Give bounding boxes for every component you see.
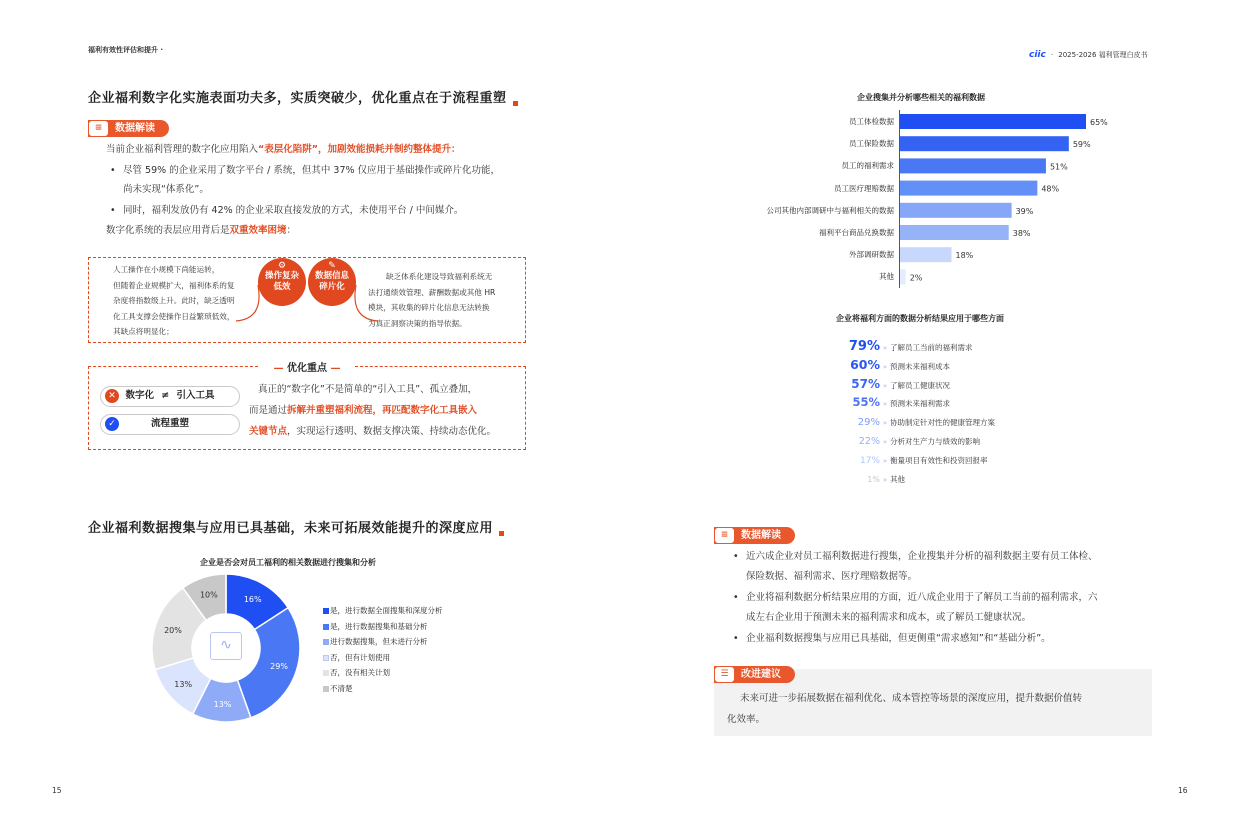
dilemma-left-line: 杂度将指数级上升。此时，缺乏透明 xyxy=(113,296,235,305)
usage-label: 其他 xyxy=(890,474,905,484)
header-separator: · xyxy=(1050,51,1054,59)
legend-swatch xyxy=(323,608,329,614)
bullet-dot: • xyxy=(733,551,739,562)
dilemma-right-line: 法打通绩效管理、薪酬数据或其他 HR xyxy=(368,287,496,297)
suggestion-line-1: 未来可进一步拓展数据在福利优化、成本管控等场景的深度应用，提升数据价值转 xyxy=(740,693,1083,704)
section2-title-text: 企业福利数据搜集与应用已具基础，未来可拓展效能提升的深度应用 xyxy=(88,521,494,536)
usage-row xyxy=(842,410,995,429)
chart-icon: ∿ xyxy=(210,632,242,660)
edit-icon: ✎ xyxy=(328,261,336,271)
bar xyxy=(900,136,1069,151)
bar xyxy=(900,203,1012,218)
focus-line-3-b: ，实现运行透明、数据支撑决策、持续动态优化。 xyxy=(287,426,497,437)
legend-label: 是，进行数据搜集和基础分析 xyxy=(330,621,428,631)
bar-category-label: 员工医疗理赔数据 xyxy=(834,183,894,193)
circle-1-line-2: 低效 xyxy=(273,282,291,292)
section2-title xyxy=(88,517,504,536)
bar-value-label: 51% xyxy=(1049,162,1068,172)
donut-slice-label: 13% xyxy=(174,680,193,690)
usage-row xyxy=(842,467,905,483)
title-dot xyxy=(499,531,504,536)
right-bullet-1-line-2: 保险数据、福利需求、医疗理赔数据等。 xyxy=(746,571,918,582)
focus-line-3-highlight: 关键节点 xyxy=(249,426,288,437)
bullet-dot: • xyxy=(110,165,116,176)
bar-value-label: 18% xyxy=(955,251,974,261)
right-running-header xyxy=(1029,42,1148,61)
ciic-logo: ciic xyxy=(1029,50,1046,60)
usage-percent: 1% xyxy=(867,474,880,484)
usage-percent: 17% xyxy=(859,455,880,466)
usage-row xyxy=(842,391,950,410)
conclusion-prefix: 数字化系统的表层应用背后是 xyxy=(106,225,230,236)
usage-label: 了解员工当前的福利需求 xyxy=(890,343,973,352)
bar-chart-title: 企业搜集并分析哪些相关的福利数据 xyxy=(857,93,985,102)
dilemma-right-line: 模块，其收集的碎片化信息无法转换 xyxy=(368,303,490,312)
usage-row xyxy=(842,354,950,370)
dash-decor: — xyxy=(330,363,341,374)
focus-line-2-a: 而是通过 xyxy=(249,405,288,416)
chevron-right-icon: » xyxy=(882,381,888,390)
left-running-header: 福利有效性评估和提升 · xyxy=(88,46,164,54)
usage-row xyxy=(842,373,950,389)
dilemma-left-text xyxy=(95,262,260,340)
right-bullet-1 xyxy=(733,547,1098,566)
bar-value-label: 48% xyxy=(1041,184,1060,194)
pill-2-label: 流程重塑 xyxy=(150,418,189,429)
dilemma-right-line: 为真正洞察决策的指导依据。 xyxy=(368,318,467,328)
bar xyxy=(900,225,1009,240)
usage-label: 预测未来福利成本 xyxy=(890,361,950,371)
legend-label: 否，但有计划使用 xyxy=(330,652,390,662)
bar xyxy=(900,181,1037,196)
bullet-dot: • xyxy=(733,592,739,603)
focus-line-1: 真正的“数字化”不是简单的“引入工具”、孤立叠加， xyxy=(258,384,478,395)
right-bullet-3-text: 企业福利数据搜集与应用已具基础，但更侧重“需求感知”和“基础分析”。 xyxy=(746,633,1051,644)
chevron-right-icon: » xyxy=(882,438,888,446)
bar-category-label: 公司其他内部调研中与福利相关的数据 xyxy=(766,205,894,215)
intro-paragraph xyxy=(106,140,461,159)
chevron-right-icon: » xyxy=(882,419,888,428)
bullet-2-text: 同时，福利发放仍有 42% 的企业采取直接发放的方式，未使用平台 / 中间媒介。 xyxy=(123,205,464,216)
legend-label: 是，进行数据全面搜集和深度分析 xyxy=(330,606,443,615)
dilemma-right-text xyxy=(368,269,524,331)
dilemma-left-line: 其缺点将明显化； xyxy=(113,327,174,336)
document-icon: ≡ xyxy=(88,120,109,137)
bar-value-label: 65% xyxy=(1090,118,1108,127)
badge-3-label: 改进建议 xyxy=(741,669,781,680)
intro-highlight: “表层化陷阱”，加剧效能损耗并制约整体提升： xyxy=(258,144,461,155)
legend-item xyxy=(323,621,428,632)
usage-row xyxy=(842,448,988,464)
legend-item xyxy=(323,605,443,616)
bar xyxy=(900,114,1086,129)
donut-slice-label: 16% xyxy=(243,594,262,604)
bullet-dot: • xyxy=(733,633,739,644)
focus-box-top-left xyxy=(88,366,258,367)
circle-2-line-1: 数据信息 xyxy=(314,271,349,281)
badge-1-label: 数据解读 xyxy=(115,123,155,134)
page-number-left: 15 xyxy=(52,786,62,795)
bullet-1 xyxy=(110,161,500,180)
section1-title-text: 企业福利数字化实施表面功夫多，实质突破少，优化重点在于流程重塑 xyxy=(88,91,507,106)
bar-value-label: 39% xyxy=(1015,206,1034,216)
legend-swatch xyxy=(323,639,329,645)
usage-percent: 55% xyxy=(852,395,880,410)
pill-1-operator: ≠ xyxy=(161,390,170,401)
right-bullet-2 xyxy=(733,588,1098,607)
donut-slice-label: 10% xyxy=(199,590,218,600)
usage-label: 预测未来福利需求 xyxy=(890,399,950,409)
page-number-right: 16 xyxy=(1178,786,1188,795)
bar-category-label: 福利平台商品兑换数据 xyxy=(819,228,894,237)
chevron-right-icon: » xyxy=(882,456,888,465)
chat-icon: ☰ xyxy=(714,666,735,683)
focus-box-top-right xyxy=(355,366,526,367)
focus-line-3 xyxy=(249,422,496,441)
circle-complex-operation xyxy=(258,258,306,306)
usage-list-title: 企业将福利方面的数据分析结果应用于哪些方面 xyxy=(836,314,1004,323)
bar-chart xyxy=(900,112,1140,288)
usage-percent: 60% xyxy=(850,356,880,372)
bar-value-label: 2% xyxy=(909,273,923,283)
right-bullet-2-line-1: 企业将福利数据分析结果应用的方面，近八成企业用于了解员工当前的福利需求，六 xyxy=(746,592,1098,603)
title-dot xyxy=(513,101,518,106)
right-bullet-2-line-2: 成左右企业用于预测未来的福利需求和成本，或了解员工健康状况。 xyxy=(746,612,1032,623)
usage-label: 分析对生产力与绩效的影响 xyxy=(890,437,980,446)
legend-label: 否，没有相关计划 xyxy=(330,668,390,678)
focus-line-2 xyxy=(249,401,477,420)
suggestion-line-2: 化效率。 xyxy=(727,714,766,725)
suggestion-badge xyxy=(714,666,795,683)
bar xyxy=(900,158,1046,173)
dilemma-left-line: 化工具支撑会使操作日益繁琐低效， xyxy=(113,311,235,321)
conclusion-suffix: ： xyxy=(286,225,297,236)
right-bullet-1-line-1: 近六成企业对员工福利数据进行搜集，企业搜集并分析的福利数据主要有员工体检、 xyxy=(746,551,1098,562)
legend-label: 进行数据搜集，但未进行分析 xyxy=(330,637,428,647)
bar-category-label: 员工的福利需求 xyxy=(841,161,894,171)
circle-2-line-2: 碎片化 xyxy=(319,282,345,292)
legend-swatch xyxy=(323,624,329,630)
usage-label: 了解员工健康状况 xyxy=(890,380,950,390)
legend-item xyxy=(323,636,428,647)
right-bullet-3 xyxy=(733,629,1051,648)
bullet-2 xyxy=(110,201,463,220)
chevron-right-icon: » xyxy=(882,400,888,409)
bar-value-label: 38% xyxy=(1012,229,1031,238)
pill-1-left: 数字化 xyxy=(125,390,154,401)
usage-row xyxy=(842,335,973,354)
legend-swatch xyxy=(323,655,329,661)
pill-1-right: 引入工具 xyxy=(176,390,215,401)
chevron-right-icon: » xyxy=(882,344,888,352)
usage-row xyxy=(842,429,980,445)
conclusion-highlight: 双重效率困境 xyxy=(229,225,287,236)
section1-title xyxy=(88,87,518,106)
bar-value-label: 59% xyxy=(1072,140,1091,150)
bar-category-label: 员工体检数据 xyxy=(849,117,894,126)
legend-item xyxy=(323,652,390,663)
chevron-right-icon: » xyxy=(882,362,888,371)
focus-line-2-highlight: 拆解并重塑福利流程，再匹配数字化工具嵌入 xyxy=(287,405,478,416)
usage-percent: 22% xyxy=(858,436,880,447)
bar xyxy=(900,247,952,262)
donut-chart-title: 企业是否会对员工福利的相关数据进行搜集和分析 xyxy=(200,558,376,567)
check-icon: ✓ xyxy=(105,417,119,431)
bullet-1-line-1: 尽管 59% 的企业采用了数字平台 / 系统，但其中 37% 仅应用于基础操作或碎片化功能， xyxy=(123,165,501,176)
bullet-1-line-2: 尚未实现“体系化”。 xyxy=(123,184,209,195)
intro-prefix: 当前企业福利管理的数字化应用陷入 xyxy=(106,144,259,155)
bullet-dot: • xyxy=(110,205,116,216)
dilemma-right-line: 缺乏体系化建设导致福利系统无 xyxy=(386,272,493,281)
bar-category-label: 员工保险数据 xyxy=(849,139,894,149)
donut-slice-label: 20% xyxy=(164,626,182,636)
document-icon: ≡ xyxy=(714,527,735,544)
dilemma-left-line: 但随着企业规模扩大，福利体系的复 xyxy=(113,280,235,290)
donut-slice-label: 13% xyxy=(213,699,232,709)
circle-1-line-1: 操作复杂 xyxy=(264,271,299,281)
bar-category-label: 外部调研数据 xyxy=(849,250,894,260)
legend-item xyxy=(323,683,353,694)
focus-title xyxy=(262,359,352,374)
bar xyxy=(900,269,906,284)
cross-icon: ✕ xyxy=(105,389,119,403)
dash-decor: — xyxy=(273,363,284,374)
conclusion-line xyxy=(106,221,296,240)
usage-percent: 29% xyxy=(857,417,880,429)
usage-percent: 57% xyxy=(851,376,880,391)
focus-title-text: 优化重点 xyxy=(287,363,327,374)
legend-swatch xyxy=(323,686,329,692)
report-title: 2025-2026 福利管理白皮书 xyxy=(1058,51,1148,59)
gear-icon: ⚙ xyxy=(277,261,287,271)
usage-label: 衡量项目有效性和投资回报率 xyxy=(890,455,988,465)
legend-item xyxy=(323,667,390,678)
bar-category-label: 其他 xyxy=(879,272,894,282)
legend-label: 不清楚 xyxy=(330,684,353,693)
pill-process-reshape xyxy=(100,414,240,435)
legend-swatch xyxy=(323,670,329,676)
circle-fragmented-data xyxy=(308,258,356,306)
dilemma-left-line: 人工操作在小规模下尚能运转， xyxy=(113,265,220,274)
pill-not-tools xyxy=(100,386,240,407)
chevron-right-icon: » xyxy=(882,475,888,484)
usage-percent: 79% xyxy=(848,339,880,354)
badge-2-label: 数据解读 xyxy=(741,530,781,541)
data-reading-badge-1 xyxy=(88,120,169,137)
donut-slice-label: 29% xyxy=(270,661,288,671)
data-reading-badge-2 xyxy=(714,527,795,544)
usage-label: 协助制定针对性的健康管理方案 xyxy=(890,418,995,428)
